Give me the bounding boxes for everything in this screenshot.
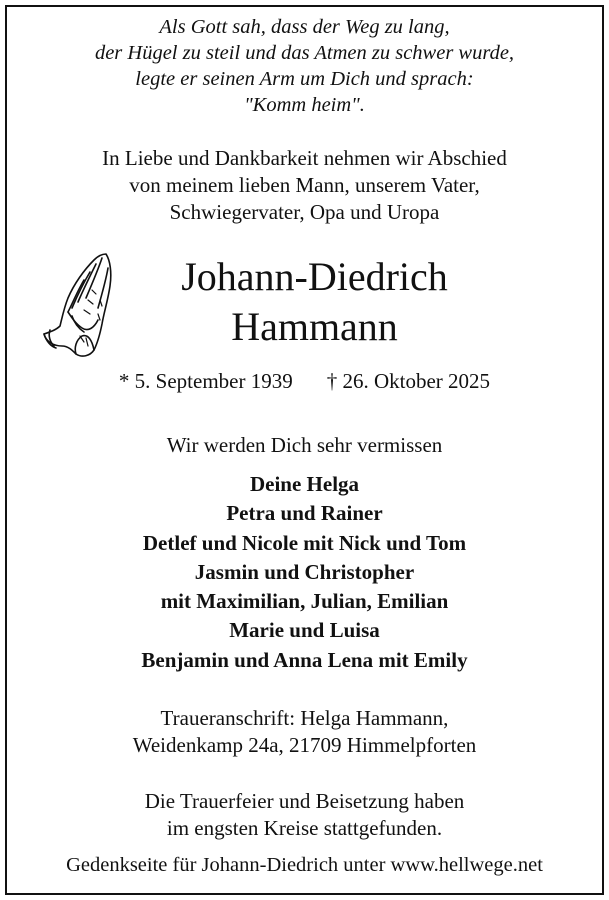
intro-line: In Liebe und Dankbarkeit nehmen wir Abschied bbox=[102, 146, 507, 170]
mourning-address bbox=[0, 705, 609, 759]
poem bbox=[0, 14, 609, 118]
memorial-page-note: Gedenkseite für Johann-Diedrich unter www.hellwege.net bbox=[66, 854, 543, 876]
first-name: Johann-Diedrich bbox=[181, 254, 448, 299]
address-line: Weidenkamp 24a, 21709 Himmelpforten bbox=[132, 733, 477, 757]
address-line: Traueranschrift: Helga Hammann, bbox=[160, 706, 449, 730]
poem-line: "Komm heim". bbox=[244, 94, 365, 116]
intro-line: von meinem lieben Mann, unserem Vater, bbox=[129, 173, 480, 197]
family-line: mit Maximilian, Julian, Emilian bbox=[160, 589, 449, 614]
intro-text bbox=[0, 145, 609, 226]
ceremony-note bbox=[0, 788, 609, 842]
life-dates bbox=[0, 366, 609, 396]
family-line: Benjamin und Anna Lena mit Emily bbox=[141, 647, 468, 672]
intro-line: Schwiegervater, Opa und Uropa bbox=[169, 200, 440, 224]
birth-date: * 5. September 1939 bbox=[118, 369, 293, 393]
family-list bbox=[0, 470, 609, 675]
poem-line: legte er seinen Arm um Dich und sprach: bbox=[135, 68, 474, 90]
death-date: † 26. Oktober 2025 bbox=[326, 369, 491, 393]
family-line: Deine Helga bbox=[249, 472, 360, 496]
family-line: Petra und Rainer bbox=[226, 501, 383, 526]
family-line: Marie und Luisa bbox=[229, 618, 380, 643]
family-line: Jasmin und Christopher bbox=[194, 559, 415, 584]
miss-line: Wir werden Dich sehr vermissen bbox=[166, 433, 443, 457]
poem-line: Als Gott sah, dass der Weg zu lang, bbox=[159, 16, 450, 38]
family-line: Detlef und Nicole mit Nick und Tom bbox=[142, 530, 467, 555]
ceremony-line: im engsten Kreise stattgefunden. bbox=[166, 816, 443, 840]
ceremony-line: Die Trauerfeier und Beisetzung haben bbox=[144, 789, 465, 813]
last-name: Hammann bbox=[231, 304, 398, 349]
poem-line: der Hügel zu steil und das Atmen zu schwer wurde, bbox=[94, 42, 515, 64]
deceased-name bbox=[10, 252, 609, 352]
